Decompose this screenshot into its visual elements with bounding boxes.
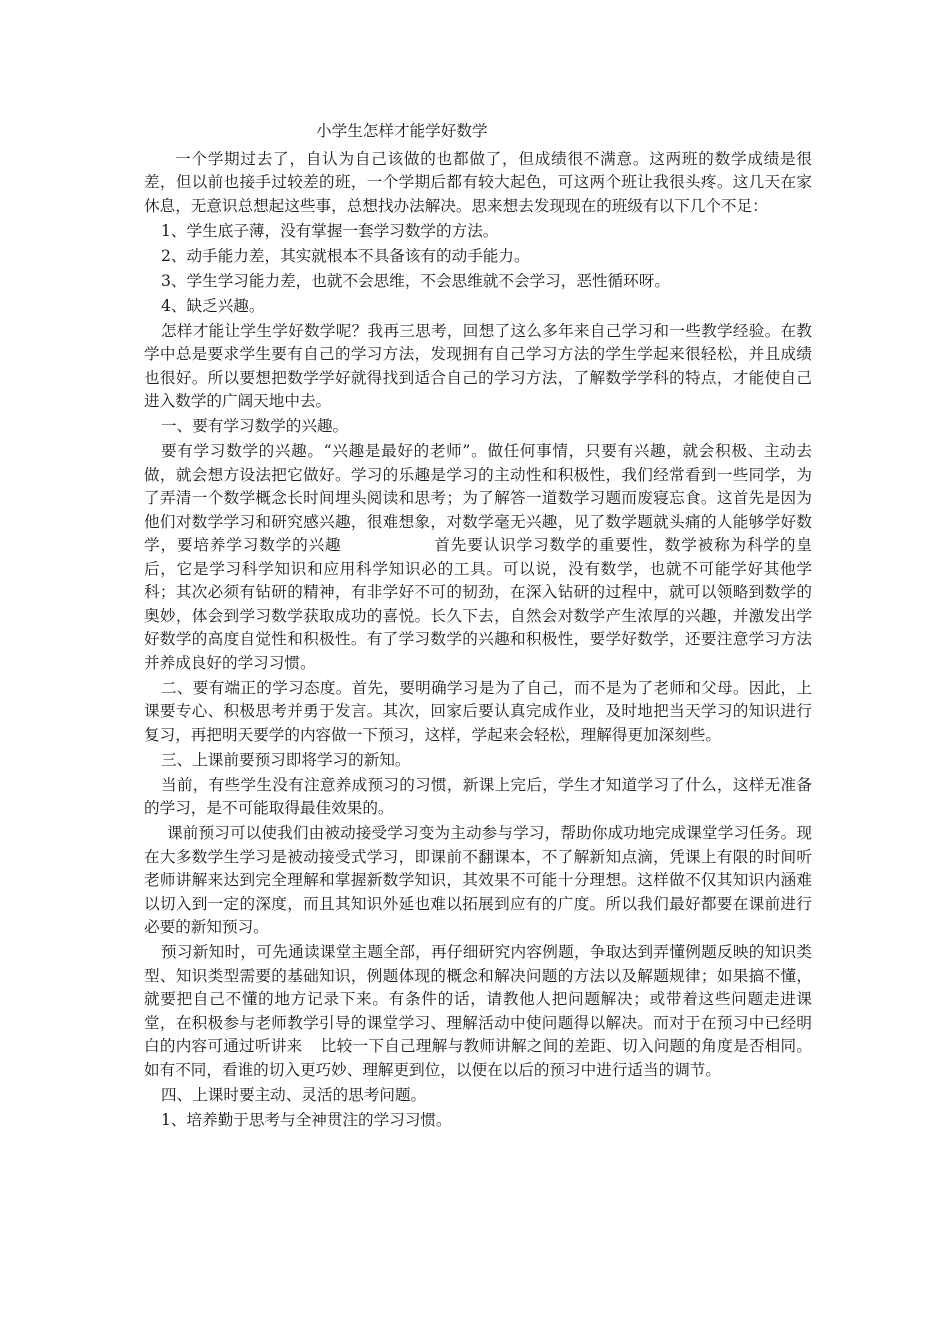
section-heading-4: 四、上课时要主动、灵活的思考问题。 [161, 1085, 427, 1104]
attitude-paragraph: 二、要有端正的学习态度。首先，要明确学习是为了自己，而不是为了老师和父母。因此，上课要专心、积极思考并勇于发言。其次，回家后要认真完成作业，及时地把当天学习的知识进行复习，再把明天要学的内容做一下预习，这样，学起来会轻松，理解得更加深刻些。 [144, 678, 812, 744]
preview-paragraph-2: 课前预习可以使我们由被动接受学习变为主动参与学习，帮助你成功地完成课堂学习任务。现在大多数学生学习是被动接受式学习，即课前不翻课本，不了解新知点滴，凭课上有限的时间听老师讲解来达到完全理解和掌握新数学知识，其效果不可能十分理想。这样做不仅其知识内涵难以切入到一定的深度，而且其知识外延也难以拓展到应有的广度。所以我们最好都要在课前进行必要的新知预习。 [144, 824, 812, 936]
preview-paragraph-3-part-b: 比较一下自己理解与教师讲解之间的差距、切入问题的角度是否相同。如有不同，看谁的切入更巧妙、理解更到位，以便在以后的预习中进行适当的调节。 [144, 1037, 812, 1079]
section-heading-1: 一、要有学习数学的兴趣。 [161, 417, 349, 435]
list-item-4: 4、缺乏兴趣。 [161, 296, 265, 315]
list-item-2: 2、动手能力差，其实就根本不具备该有的动手能力。 [161, 246, 530, 265]
intro-paragraph: 一个学期过去了，自认为自己该做的也都做了，但成绩很不满意。这两班的数学成绩是很差，但以前也接手过较差的班，一个学期后都有较大起色，可这两个班让我很头疼。这几天在家休息，无意识总想起这些事，总想找办法解决。思来想去发现现在的班级有以下几个不足： [144, 149, 812, 215]
document-page [144, 120, 812, 1134]
interest-paragraph [144, 440, 812, 675]
section-heading-3: 三、上课前要预习即将学习的新知。 [161, 750, 411, 769]
interest-paragraph-part-a: 要有学习数学的兴趣。“兴趣是最好的老师”。做任何事情，只要有兴趣，就会积极、主动去做，就会想方设法把它做好。学习的乐趣是学习的主动性和积极性，我们经常看到一些同学，为了弄清一个数学概念长时间埋头阅读和思考；为了解答一道数学习题而废寝忘食。这首先是因为他们对数学学习和研究感兴趣，很难想象，对数学毫无兴趣，见了数学题就头痛的人能够学好数学，要培养学习数学的兴趣 [144, 442, 812, 554]
interest-paragraph-part-b: 首先要认识学习数学的重要性，数学被称为科学的皇后，它是学习科学知识和应用科学知识必的工具。可以说，没有数学，也就不可能学好其他学科；其次必须有钻研的精神，有非学好不可的韧劲，在深入钻研的过程中，就可以领略到数学的奥妙，体会到学习数学获取成功的喜悦。长久下去，自然会对数学产生浓厚的兴趣，并激发出学好数学的高度自觉性和积极性。有了学习数学的兴趣和积极性，要学好数学，还要注意学习方法并养成良好的学习习惯。 [144, 536, 812, 672]
list-item-last: 1、培养勤于思考与全神贯注的学习习惯。 [161, 1110, 452, 1129]
document-title: 小学生怎样才能学好数学 [316, 122, 488, 140]
preview-paragraph-1: 当前，有些学生没有注意养成预习的习惯，新课上完后，学生才知道学习了什么，这样无准备的学习，是不可能取得最佳效果的。 [144, 775, 812, 817]
preview-paragraph-3-part-a: 预习新知时，可先通读课堂主题全部，再仔细研究内容例题，争取达到弄懂例题反映的知识类型、知识类型需要的基础知识，例题体现的概念和解决问题的方法以及解题规律；如果搞不懂，就要把自己不懂的地方记录下来。有条件的话，请教他人把问题解决；或带着这些问题走进课堂，在积极参与老师教学引导的课堂学习、理解活动中使问题得以解决。而对于在预习中已经明白的内容可通过听讲来 [144, 943, 812, 1055]
list-item-3: 3、学生学习能力差，也就不会思维，不会思维就不会学习，恶性循环呀。 [161, 271, 670, 290]
list-item-1: 1、学生底子薄，没有掌握一套学习数学的方法。 [161, 221, 499, 240]
how-paragraph: 怎样才能让学生学好数学呢？我再三思考，回想了这么多年来自己学习和一些教学经验。在教学中总是要求学生要有自己的学习方法，发现拥有自己学习方法的学生学起来很轻松，并且成绩也很好。所以要想把数学学好就得找到适合自己的学习方法，了解数学学科的特点，才能使自己进入数学的广阔天地中去。 [144, 321, 812, 410]
preview-paragraph-3 [144, 941, 812, 1082]
